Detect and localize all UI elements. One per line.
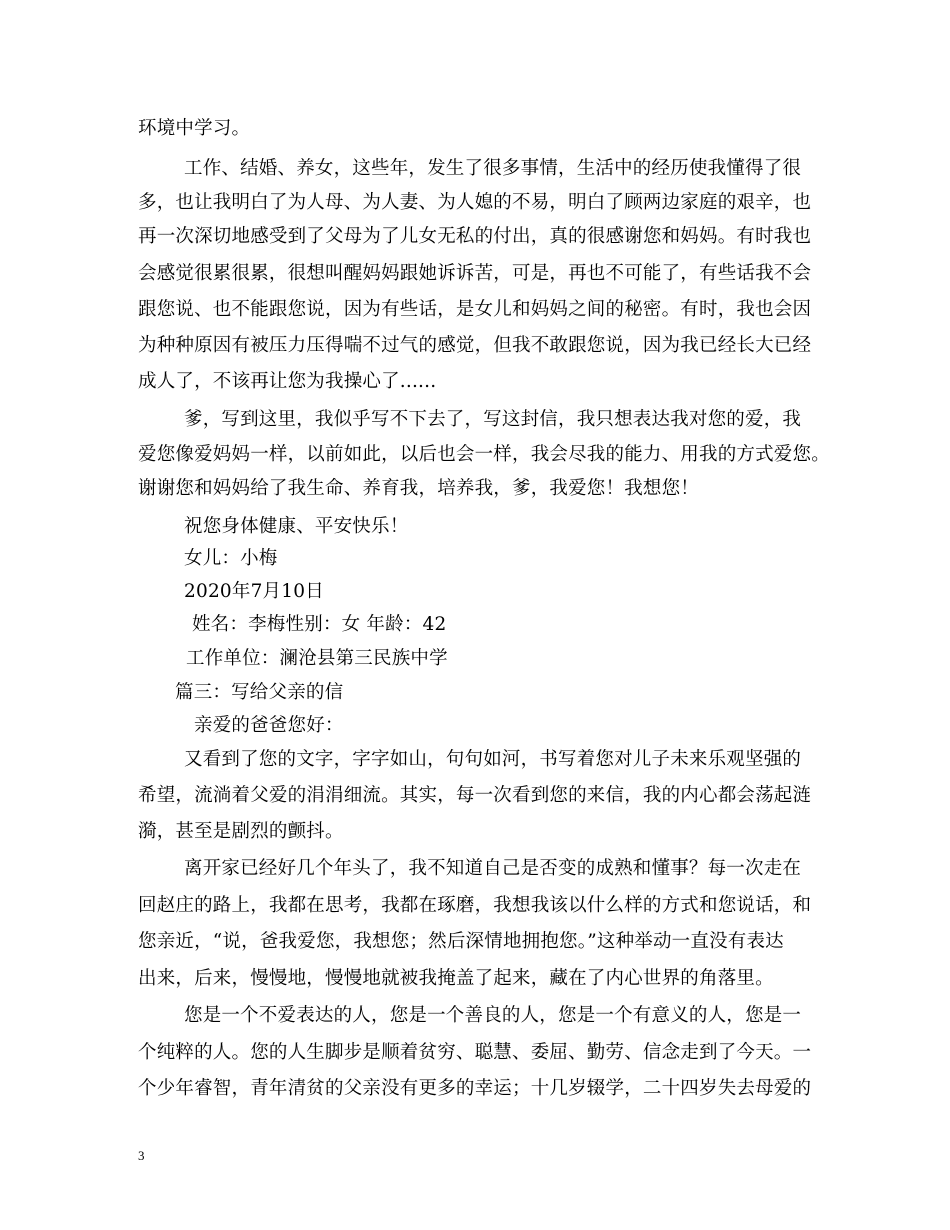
text-line: 您亲近，“说，爸我爱您，我想您；然后深情地拥抱您。”这种举动一直没有表达	[138, 931, 784, 952]
text-line: 为种种原因有被压力压得喘不过气的感觉，但我不敢跟您说，因为我已经长大已经	[138, 335, 812, 356]
text-line: 又看到了您的文字，字字如山，句句如河，书写着您对儿子未来乐观坚强的	[184, 749, 802, 770]
text-line: 成人了，不该再让您为我操心了......	[138, 371, 437, 392]
letter-salutation: 亲爱的爸爸您好：	[194, 715, 344, 736]
text-line: 个纯粹的人。您的人生脚步是顺着贫穷、聪慧、委屈、勤劳、信念走到了今天。一	[138, 1042, 812, 1063]
text-line: 谢谢您和妈妈给了我生命、养育我，培养我，爹，我爱您！我想您！	[138, 478, 700, 499]
text-line: 回赵庄的路上，我都在思考，我都在琢磨，我想我该以什么样的方式和您说话，和	[138, 895, 812, 916]
text-line: 爱您像爱妈妈一样，以前如此，以后也会一样，我会尽我的能力、用我的方式爱您。	[138, 444, 830, 465]
text-line: 工作、结婚、养女，这些年，发生了很多事情，生活中的经历使我懂得了很	[184, 158, 802, 179]
text-line: 环境中学习。	[138, 118, 251, 139]
author-workplace: 工作单位：澜沧县第三民族中学	[186, 648, 448, 669]
text-line: 漪，甚至是剧烈的颤抖。	[138, 821, 344, 842]
text-line: 希望，流淌着父爱的涓涓细流。其实，每一次看到您的来信，我的内心都会荡起涟	[138, 785, 812, 806]
text-line: 多，也让我明白了为人母、为人妻、为人媳的不易，明白了顾两边家庭的艰辛，也	[138, 192, 812, 213]
text-line: 离开家已经好几个年头了，我不知道自己是否变的成熟和懂事？每一次走在	[184, 858, 802, 879]
text-line: 再一次深切地感受到了父母为了儿女无私的付出，真的很感谢您和妈妈。有时我也	[138, 226, 812, 247]
text-line: 爹，写到这里，我似乎写不下去了，写这封信，我只想表达我对您的爱，我	[184, 409, 802, 430]
page-number: 3	[138, 1148, 145, 1163]
text-line: 跟您说、也不能跟您说，因为有些话，是女儿和妈妈之间的秘密。有时，我也会因	[138, 299, 812, 320]
text-line: 出来，后来，慢慢地，慢慢地就被我掩盖了起来，藏在了内心世界的角落里。	[138, 968, 774, 989]
signature: 女儿：小梅	[184, 548, 278, 569]
author-info: 姓名：李梅性别：女 年龄：42	[192, 614, 447, 635]
letter-date: 2020年7月10日	[184, 581, 324, 602]
closing-wish: 祝您身体健康、平安快乐！	[184, 516, 409, 537]
text-line: 会感觉很累很累，很想叫醒妈妈跟她诉诉苦，可是，再也不可能了，有些话我不会	[138, 263, 812, 284]
text-line: 个少年睿智，青年清贫的父亲没有更多的幸运；十几岁辍学，二十四岁失去母爱的	[138, 1078, 812, 1099]
text-line: 您是一个不爱表达的人，您是一个善良的人，您是一个有意义的人，您是一	[184, 1005, 802, 1026]
section-heading: 篇三：写给父亲的信	[175, 682, 344, 703]
